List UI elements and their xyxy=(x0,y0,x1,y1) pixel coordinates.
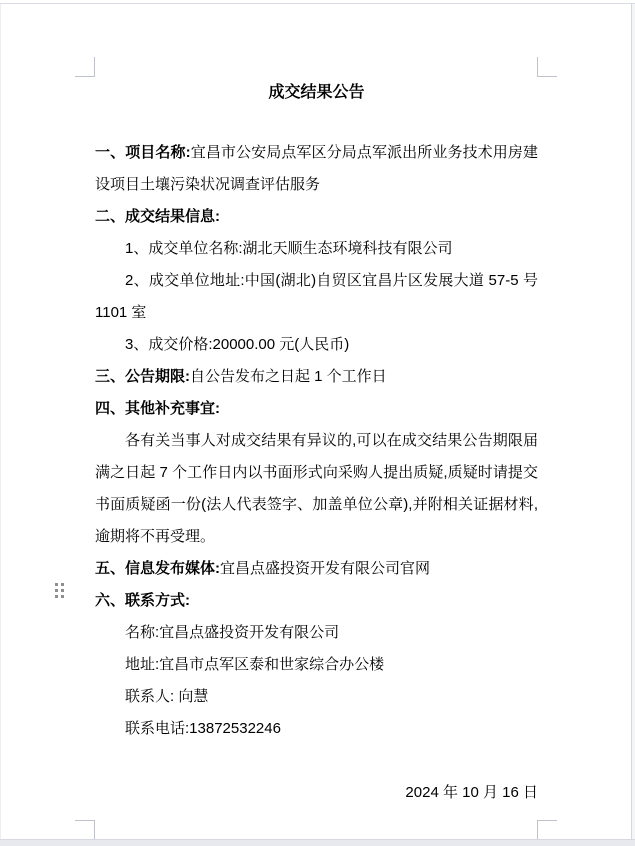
section-2-item-supplier-address: 2、成交单位地址:中国(湖北)自贸区宜昌片区发展大道 57-5 号 1101 室 xyxy=(95,272,538,321)
section-1-project-name xyxy=(95,137,538,201)
document-body xyxy=(95,77,538,809)
section-1-text: 宜昌市公安局点军区分局点军派出所业务技术用房建设项目土壤污染状况调查评估服务 xyxy=(95,144,538,193)
margin-corner-mark-bottom-right xyxy=(537,820,557,840)
margin-corner-mark-top-right xyxy=(537,57,557,77)
section-5-label: 五、信息发布媒体: xyxy=(95,560,220,577)
section-1-label: 一、项目名称: xyxy=(95,144,191,161)
contact-person-line: 联系人: 向慧 xyxy=(125,688,209,705)
section-3-text: 自公告发布之日起 1 个工作日 xyxy=(190,368,387,385)
section-6-heading xyxy=(95,585,538,617)
section-5-text: 宜昌点盛投资开发有限公司官网 xyxy=(220,560,431,577)
section-3-announcement-period xyxy=(95,361,538,393)
section-4-heading xyxy=(95,393,538,425)
page-right-edge xyxy=(631,4,632,840)
page-left-edge xyxy=(0,4,1,840)
page-bottom-edge xyxy=(0,839,635,846)
contact-phone-line: 联系电话:13872532246 xyxy=(125,720,281,737)
margin-corner-mark-top-left xyxy=(75,57,95,77)
section-4-body: 各有关当事人对成交结果有异议的,可以在成交结果公告期限届满之日起 7 个工作日内以书面形式向采购人提出质疑,质疑时请提交书面质疑函一份(法人代表签字、加盖单位公章),并附相关证据材料,逾期将不再受理。 xyxy=(95,432,538,545)
section-6-label: 六、联系方式: xyxy=(95,592,190,609)
section-5-publishing-media xyxy=(95,553,538,585)
page-top-edge xyxy=(0,3,635,4)
drag-handle-icon[interactable] xyxy=(55,583,64,598)
section-2-item-supplier-name: 1、成交单位名称:湖北天顺生态环境科技有限公司 xyxy=(125,240,453,257)
document-date: 2024 年 10 月 16 日 xyxy=(405,784,538,801)
contact-name-line: 名称:宜昌点盛投资开发有限公司 xyxy=(125,624,340,641)
margin-corner-mark-bottom-left xyxy=(75,820,95,840)
section-4-label: 四、其他补充事宜: xyxy=(95,400,220,417)
contact-address-line: 地址:宜昌市点军区泰和世家综合办公楼 xyxy=(125,656,385,673)
section-2-item-price: 3、成交价格:20000.00 元(人民币) xyxy=(125,336,350,353)
document-title: 成交结果公告 xyxy=(268,84,365,101)
section-2-label: 二、成交结果信息: xyxy=(95,208,220,225)
section-2-heading xyxy=(95,201,538,233)
section-3-label: 三、公告期限: xyxy=(95,368,190,385)
